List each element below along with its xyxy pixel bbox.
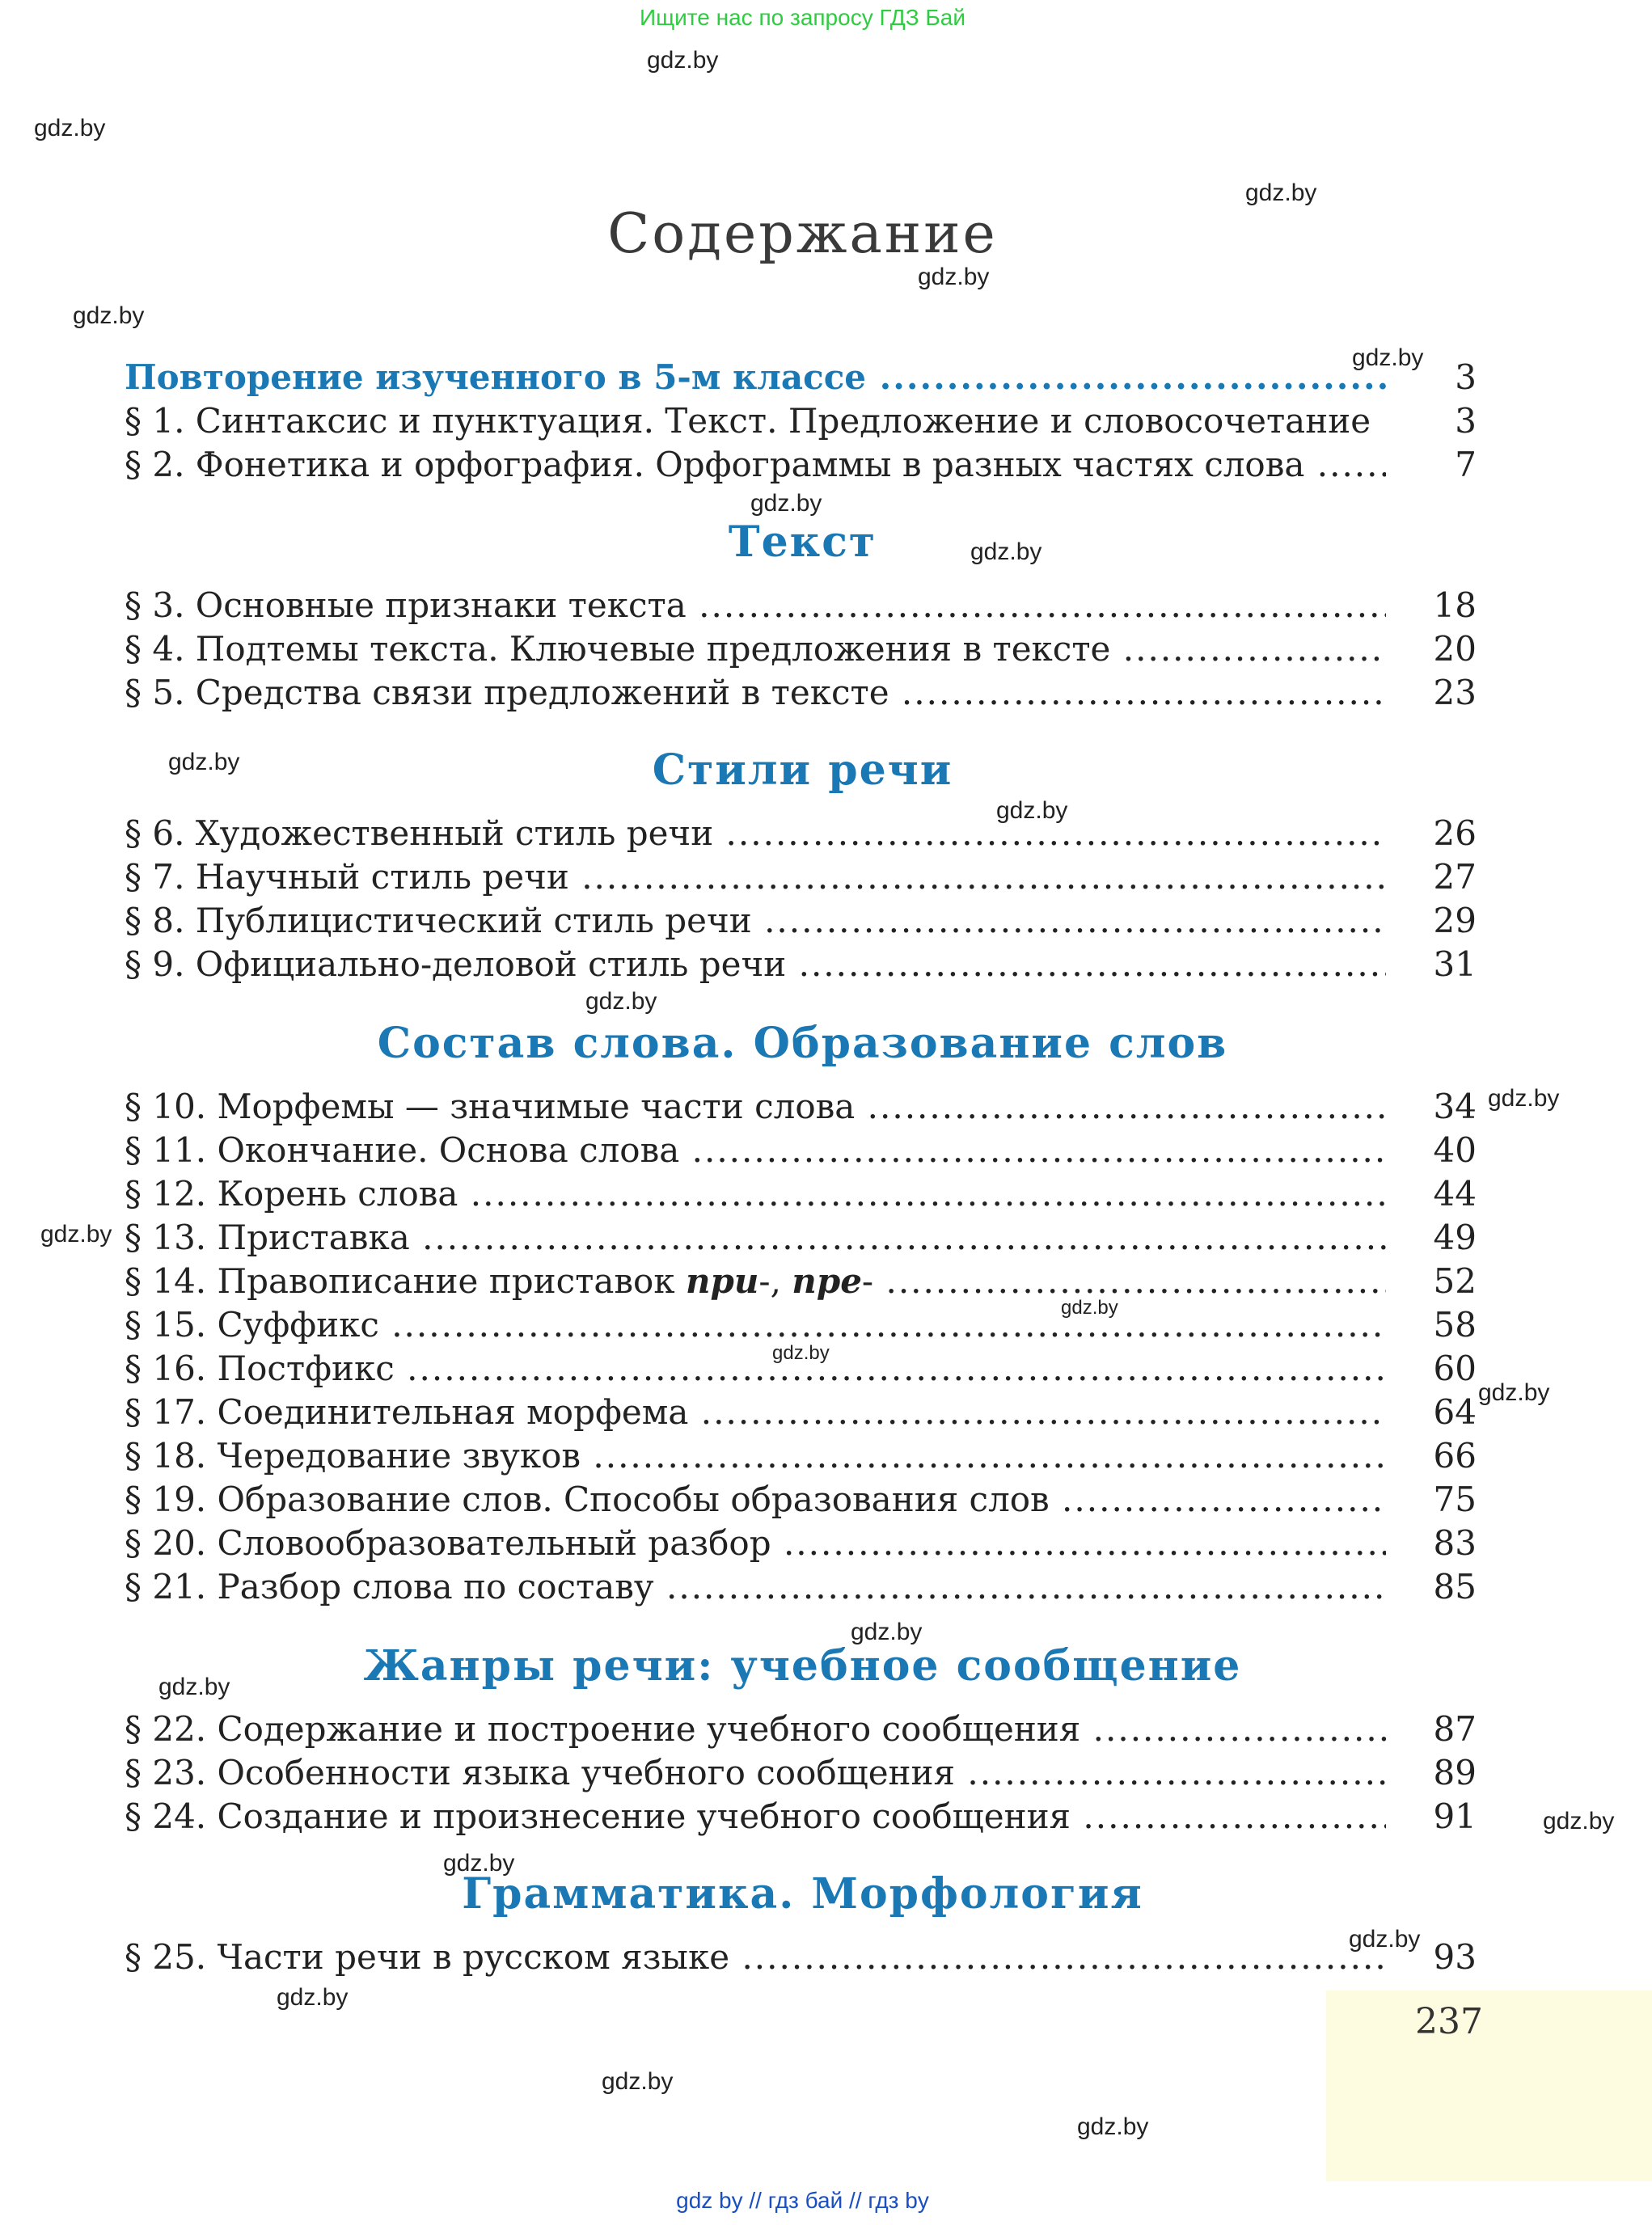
section-heading: Текст [728, 517, 877, 567]
top-banner[interactable]: Ищите нас по запросу ГДЗ Бай [639, 5, 966, 30]
toc-entry-label: § 22. Содержание и построение учебного сообщения ..... [125, 1708, 1386, 1751]
toc-entry[interactable] [125, 943, 1485, 986]
watermark: gdz.by [1061, 1297, 1118, 1319]
toc-entry-label: § 7. Научный стиль речи ..... [125, 855, 1386, 899]
toc-entry[interactable] [125, 1216, 1485, 1260]
toc-entry-page: 23 [1433, 673, 1477, 712]
prefix-pre: пре [792, 1261, 862, 1301]
table-of-contents [125, 0, 1485, 1989]
toc-entry[interactable] [125, 1129, 1485, 1172]
toc-entry-page: 64 [1433, 1392, 1477, 1432]
watermark: gdz.by [1478, 1379, 1550, 1406]
toc-entry-page: 85 [1433, 1567, 1477, 1606]
section-heading: Жанры речи: учебное сообщение [363, 1641, 1242, 1691]
toc-entry-label: § 24. Создание и произнесение учебного сообщения ..... [125, 1795, 1386, 1839]
watermark: gdz.by [996, 797, 1068, 824]
toc-entry-page: 58 [1433, 1305, 1477, 1345]
watermark: gdz.by [34, 115, 106, 141]
toc-entry-label: § 9. Официально-деловой стиль речи ..... [125, 943, 1386, 986]
toc-entry-label: § 12. Корень слова ..... [125, 1172, 1386, 1216]
toc-entry-label: § 17. Соединительная морфема ..... [125, 1391, 1386, 1434]
watermark: gdz.by [40, 1221, 112, 1248]
toc-entry[interactable] [125, 855, 1485, 899]
toc-entry-page: 7 [1455, 445, 1477, 484]
watermark: gdz.by [277, 1984, 349, 2011]
toc-entry-label: § 15. Суффикс ..... [125, 1303, 1386, 1347]
watermark: gdz.by [168, 749, 240, 775]
toc-entry-label: § 16. Постфикс ..... [125, 1347, 1386, 1391]
toc-entry-label-text: § 14. Правописание приставок [125, 1261, 686, 1301]
toc-entry-page: 27 [1433, 857, 1477, 897]
toc-entry-label: § 3. Основные признаки текста ..... [125, 584, 1386, 627]
watermark: gdz.by [970, 538, 1042, 565]
toc-entry[interactable] [125, 1347, 1485, 1391]
toc-entry-label: Повторение изученного в 5-м классе ..... [125, 356, 1386, 399]
toc-entry-label: § 13. Приставка ..... [125, 1216, 1386, 1260]
toc-entry-label: § 21. Разбор слова по составу ..... [125, 1565, 1386, 1609]
watermark: gdz.by [443, 1850, 515, 1877]
toc-entry-page: 18 [1433, 585, 1477, 625]
toc-entry-label: § 2. Фонетика и орфография. Орфограммы в разных частях слова ..... [125, 443, 1386, 487]
toc-entry-label: § 11. Окончание. Основа слова ..... [125, 1129, 1386, 1172]
watermark: gdz.by [602, 2068, 674, 2095]
watermark: gdz.by [1352, 344, 1424, 371]
toc-entry[interactable] [125, 1434, 1485, 1478]
toc-entry-page: 34 [1433, 1087, 1477, 1126]
toc-entry[interactable] [125, 1751, 1485, 1795]
footer-links[interactable]: gdz by // гдз бай // гдз by [676, 2188, 929, 2213]
watermark: gdz.by [158, 1674, 230, 1700]
toc-entry-label: § 20. Словообразовательный разбор ..... [125, 1522, 1386, 1565]
toc-entry[interactable] [125, 1522, 1485, 1565]
toc-entry-label [125, 1260, 1386, 1303]
watermark: gdz.by [750, 490, 822, 517]
toc-entry[interactable] [125, 899, 1485, 943]
watermark: gdz.by [851, 1619, 923, 1645]
toc-entry-label: § 6. Художественный стиль речи ..... [125, 812, 1386, 855]
toc-entry-intro[interactable] [125, 356, 1485, 399]
toc-entry-page: 87 [1433, 1709, 1477, 1749]
toc-entry-label: § 18. Чередование звуков ..... [125, 1434, 1386, 1478]
toc-entry-page: 44 [1433, 1174, 1477, 1214]
watermark: gdz.by [585, 988, 657, 1015]
toc-entry-page: 60 [1433, 1349, 1477, 1388]
toc-entry-page: 89 [1433, 1753, 1477, 1792]
toc-entry-label: § 5. Средства связи предложений в тексте ..... [125, 671, 1386, 715]
toc-entry-page: 66 [1433, 1436, 1477, 1476]
toc-entry-label: § 19. Образование слов. Способы образования слов ..... [125, 1478, 1386, 1522]
watermark: gdz.by [1543, 1808, 1615, 1834]
toc-entry[interactable] [125, 1708, 1485, 1751]
section-heading: Стили речи [652, 745, 953, 795]
page-number: 237 [1415, 2001, 1483, 2042]
watermark: gdz.by [1077, 2113, 1149, 2140]
toc-entry[interactable] [125, 1085, 1485, 1129]
toc-entry-page: 75 [1433, 1480, 1477, 1519]
toc-entry[interactable] [125, 671, 1485, 715]
toc-entry-label: § 25. Части речи в русском языке ..... [125, 1936, 1386, 1979]
toc-entry-page: 40 [1433, 1130, 1477, 1170]
toc-entry-page: 49 [1433, 1218, 1477, 1257]
toc-entry-page: 93 [1433, 1937, 1477, 1977]
watermark: gdz.by [1488, 1085, 1560, 1112]
toc-entry-label: § 23. Особенности языка учебного сообщения ..... [125, 1751, 1386, 1795]
page-number-box [1326, 1991, 1652, 2181]
toc-entry-page: 3 [1455, 357, 1477, 397]
toc-entry[interactable] [125, 1303, 1485, 1347]
dash: - [861, 1261, 874, 1301]
toc-entry[interactable] [125, 627, 1485, 671]
toc-entry-label: § 10. Морфемы — значимые части слова ..... [125, 1085, 1386, 1129]
toc-entry[interactable] [125, 1795, 1485, 1839]
toc-entry-label: § 8. Публицистический стиль речи ..... [125, 899, 1386, 943]
watermark: gdz.by [1349, 1926, 1421, 1953]
watermark: gdz.by [772, 1342, 830, 1364]
watermark: gdz.by [73, 302, 145, 329]
toc-entry-page: 31 [1433, 944, 1477, 984]
toc-entry-page: 3 [1455, 401, 1477, 441]
toc-entry-page: 52 [1433, 1261, 1477, 1301]
toc-entry-page: 83 [1433, 1523, 1477, 1563]
toc-entry[interactable] [125, 399, 1485, 443]
toc-entry[interactable] [125, 1478, 1485, 1522]
toc-entry[interactable] [125, 1936, 1485, 1979]
section-heading: Грамматика. Морфология [462, 1869, 1143, 1919]
page-title: Содержание [607, 202, 998, 266]
toc-entry-label: § 4. Подтемы текста. Ключевые предложения в тексте ..... [125, 627, 1386, 671]
separator: -, [758, 1261, 792, 1301]
toc-entry-page: 29 [1433, 901, 1477, 940]
toc-entry-page: 20 [1433, 629, 1477, 669]
toc-entry[interactable] [125, 1565, 1485, 1609]
watermark: gdz.by [1245, 179, 1317, 206]
section-heading: Состав слова. Образование слов [377, 1019, 1228, 1068]
prefix-pri: при [685, 1261, 759, 1301]
toc-entry[interactable] [125, 812, 1485, 855]
watermark: gdz.by [918, 264, 990, 290]
toc-entry-page: 91 [1433, 1796, 1477, 1836]
toc-entry[interactable] [125, 1260, 1485, 1303]
toc-entry-page: 26 [1433, 813, 1477, 853]
watermark: gdz.by [647, 47, 719, 74]
toc-entry[interactable] [125, 1391, 1485, 1434]
toc-entry-label: § 1. Синтаксис и пунктуация. Текст. Предложение и словосочетание ..... [125, 399, 1386, 443]
toc-entry[interactable] [125, 584, 1485, 627]
toc-entry[interactable] [125, 1172, 1485, 1216]
toc-entry[interactable] [125, 443, 1485, 487]
